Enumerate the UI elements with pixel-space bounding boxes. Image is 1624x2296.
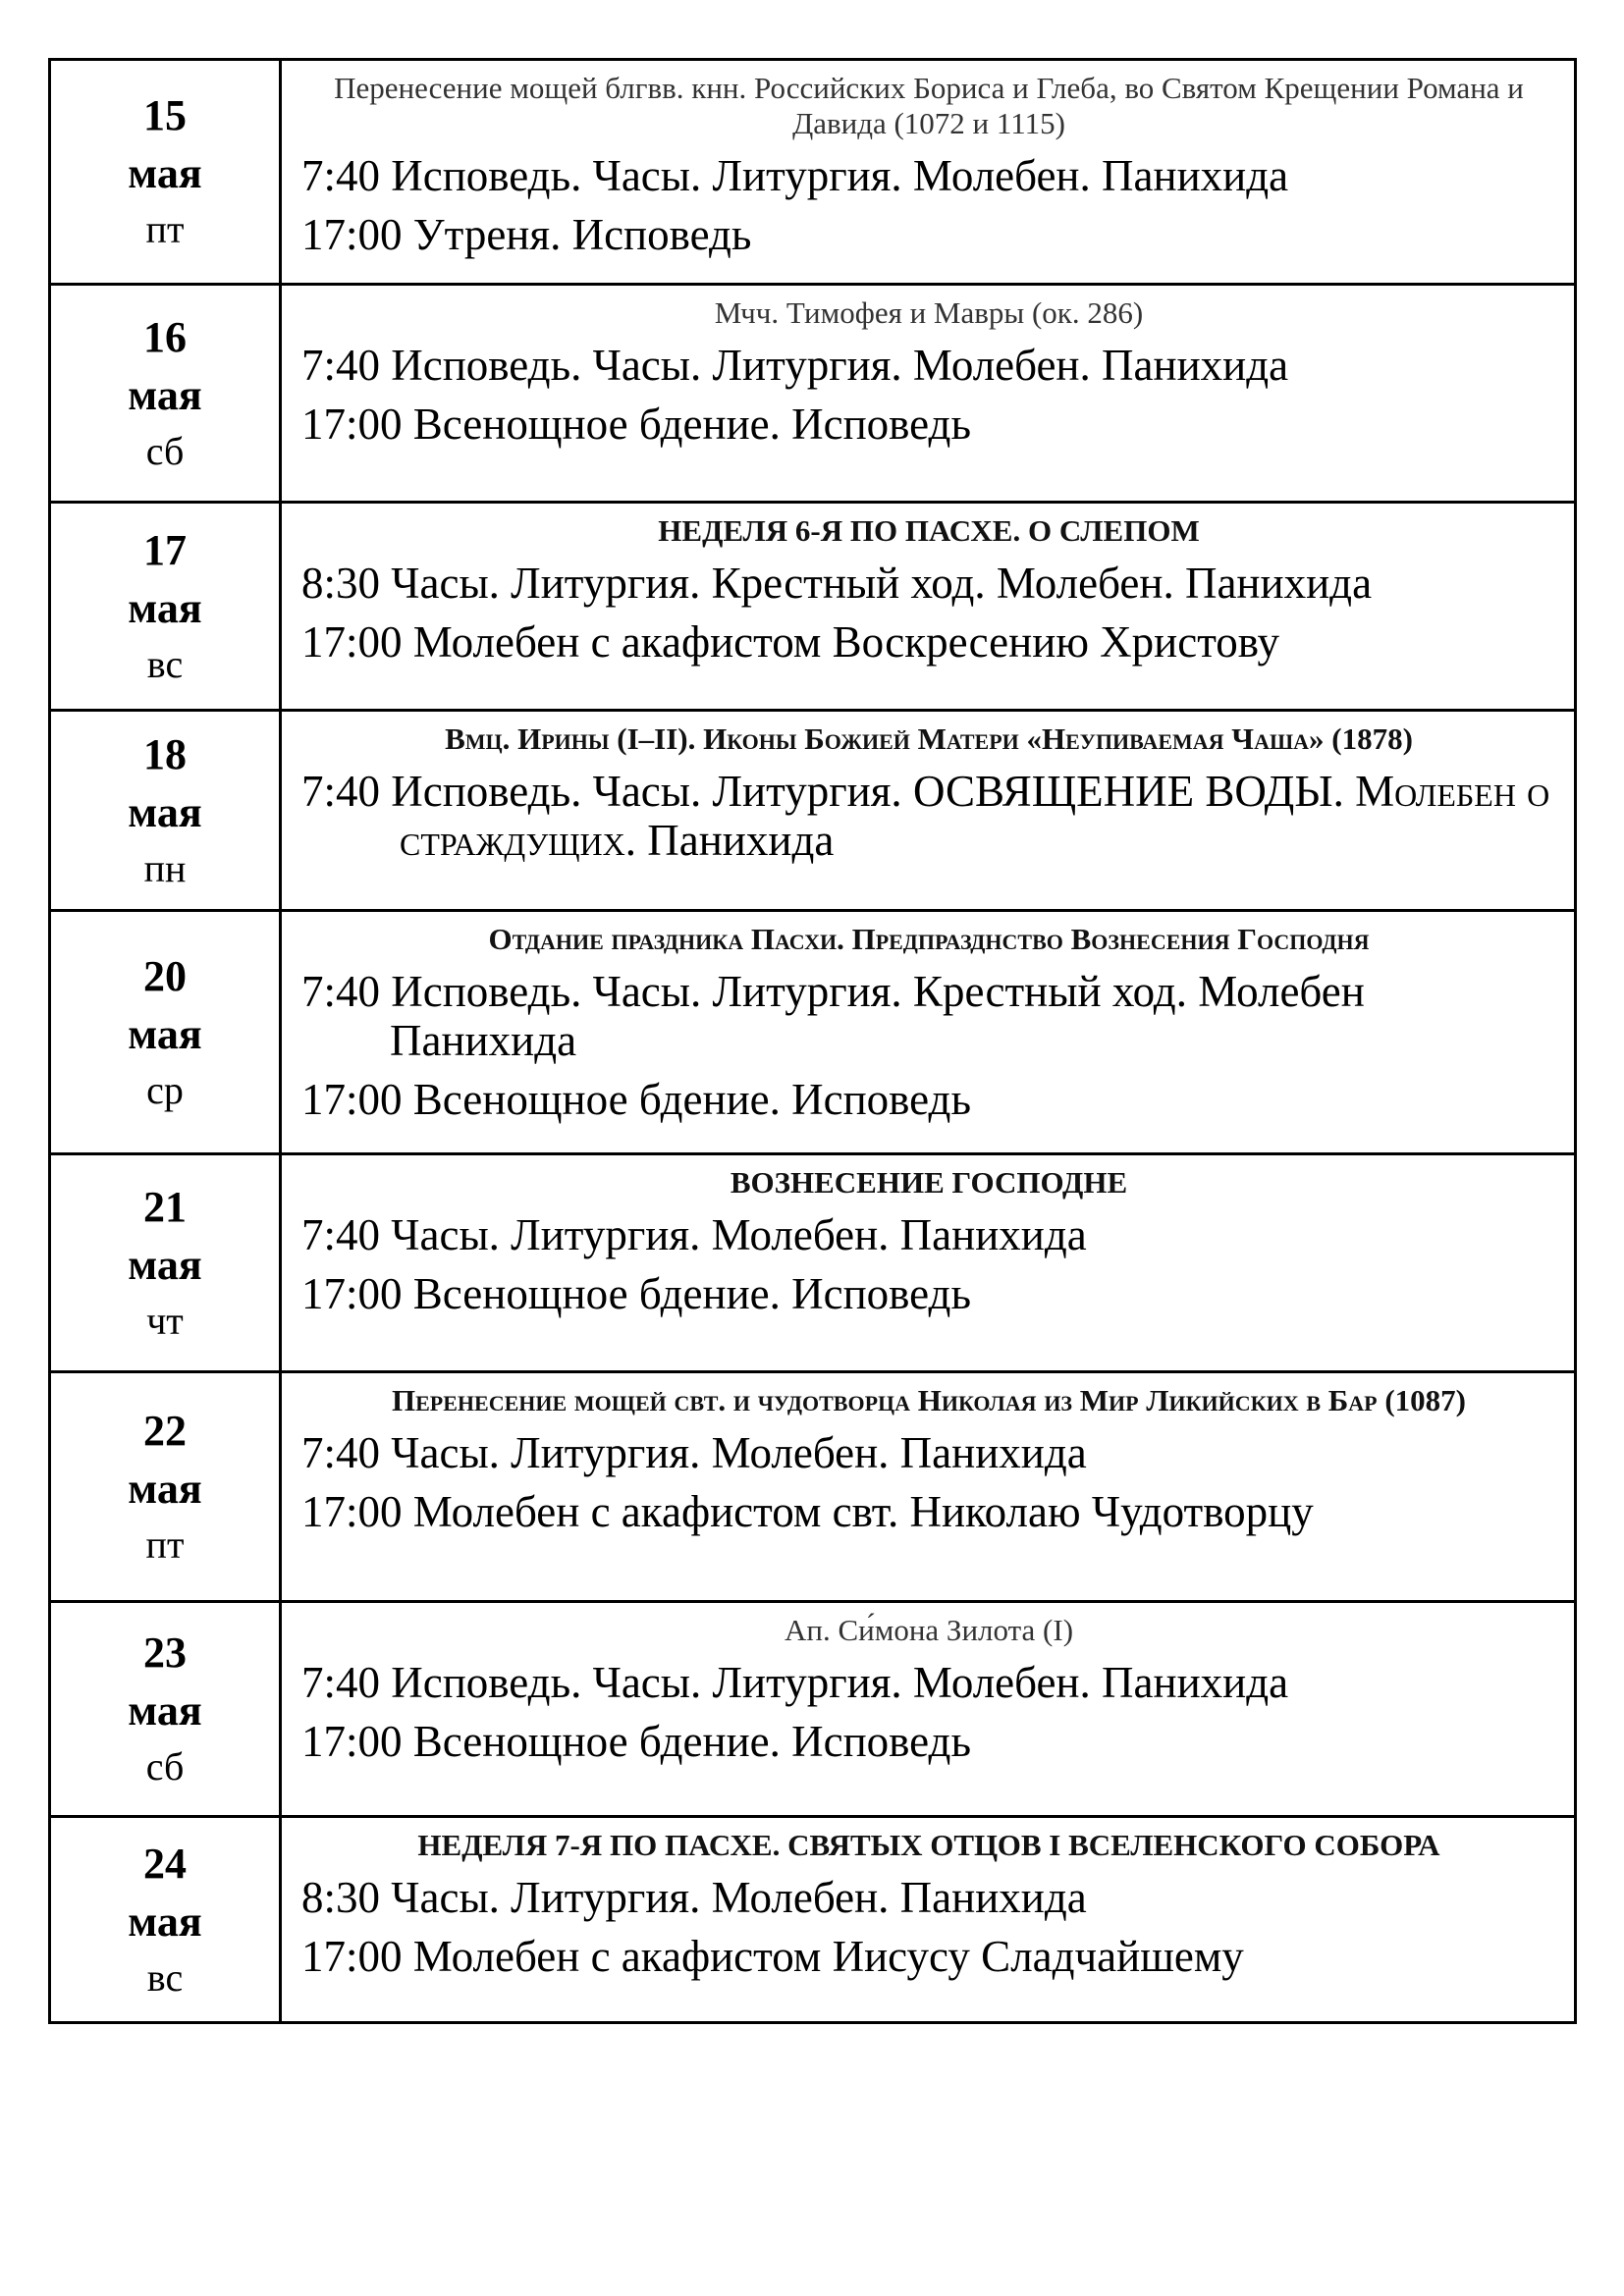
service-line: 17:00 Молебен с акафистом свт. Николаю Чудотворцу (301, 1487, 1314, 1536)
month-name: мая (128, 1009, 202, 1058)
schedule-row (50, 911, 1576, 1154)
service-text: 7:40 Исповедь. Часы. Литургия. (301, 767, 913, 816)
schedule-row (50, 1602, 1576, 1817)
feast-title: Перенесение мощей свт. и чудотворца Николая из Мир Ликийских в Бар (1087) (392, 1383, 1466, 1417)
feast-title: Отдание праздника Пасхи. Предпразднство Вознесения Господня (488, 922, 1370, 956)
weekday: пт (145, 1522, 185, 1567)
service-line: 7:40 Исповедь. Часы. Литургия. Молебен. Панихида (301, 151, 1289, 200)
schedule-row (50, 1817, 1576, 2023)
weekday: ср (146, 1067, 184, 1112)
weekday: сб (145, 428, 185, 473)
moleben-smallcaps: Молебен о страждущих (400, 767, 1550, 865)
services-cell (281, 1602, 1576, 1817)
day-number: 16 (143, 312, 187, 361)
schedule-row (50, 1154, 1576, 1372)
service-text: . Панихида (624, 816, 835, 865)
feast-title: Мчч. Тимофея и Мавры (ок. 286) (714, 295, 1144, 330)
month-name: мая (128, 787, 202, 836)
service-line: 17:00 Утреня. Исповедь (301, 210, 752, 259)
service-line: 17:00 Молебен с акафистом Иисусу Сладчайшему (301, 1932, 1244, 1981)
services-cell (281, 1154, 1576, 1372)
service-line: 7:40 Исповедь. Часы. Литургия. Крестный ход. Молебен Панихида (301, 967, 1365, 1065)
weekday: пт (145, 207, 185, 251)
services-cell (281, 1372, 1576, 1602)
day-number: 20 (143, 951, 187, 1000)
service-text: . (1332, 767, 1356, 816)
services-cell (281, 285, 1576, 503)
weekday: пн (143, 845, 187, 890)
schedule-row (50, 503, 1576, 711)
services-cell (281, 1817, 1576, 2023)
weekday: вс (146, 1954, 184, 2000)
date-cell (50, 503, 281, 711)
date-cell (50, 1817, 281, 2023)
month-name: мая (128, 1464, 202, 1513)
services-cell (281, 503, 1576, 711)
service-line: 7:40 Часы. Литургия. Молебен. Панихида (301, 1428, 1087, 1477)
day-number: 23 (143, 1629, 187, 1677)
month-name: мая (128, 1240, 202, 1289)
month-name: мая (128, 583, 202, 632)
month-name: мая (128, 1686, 202, 1735)
service-schedule-table (48, 58, 1577, 2024)
month-name: мая (128, 370, 202, 419)
feast-title: Перенесение мощей блгвв. кнн. Российских Бориса и Глеба, во Святом Крещении Романа и Давида (1072 и 1115) (334, 71, 1524, 140)
day-number: 17 (143, 525, 187, 574)
date-cell (50, 911, 281, 1154)
weekday: вс (146, 641, 184, 686)
services-cell (281, 711, 1576, 911)
services-cell (281, 60, 1576, 285)
day-number: 21 (143, 1182, 187, 1231)
day-number: 24 (143, 1839, 187, 1888)
service-line: 7:40 Исповедь. Часы. Литургия. Молебен. Панихида (301, 1658, 1289, 1707)
schedule-row (50, 285, 1576, 503)
service-line: 17:00 Всенощное бдение. Исповедь (301, 1717, 971, 1766)
feast-title: НЕДЕЛЯ 7-Я ПО ПАСХЕ. СВЯТЫХ ОТЦОВ I ВСЕЛЕНСКОГО СОБОРА (417, 1828, 1440, 1862)
service-line: 17:00 Молебен с акафистом Воскресению Христову (301, 617, 1280, 667)
service-line: 17:00 Всенощное бдение. Исповедь (301, 1269, 971, 1318)
day-number: 18 (143, 729, 187, 778)
service-line (301, 767, 1556, 865)
feast-title: ВОЗНЕСЕНИЕ ГОСПОДНЕ (730, 1165, 1128, 1200)
month-name: мая (128, 149, 202, 197)
date-cell (50, 711, 281, 911)
schedule-row (50, 60, 1576, 285)
date-cell (50, 285, 281, 503)
feast-title: НЕДЕЛЯ 6-Я ПО ПАСХЕ. О СЛЕПОМ (658, 513, 1200, 548)
date-cell (50, 60, 281, 285)
water-blessing-emphasis: ОСВЯЩЕНИЕ ВОДЫ (912, 767, 1333, 816)
date-cell (50, 1602, 281, 1817)
service-line: 8:30 Часы. Литургия. Крестный ход. Молебен. Панихида (301, 559, 1373, 608)
weekday: чт (146, 1298, 184, 1343)
day-number: 22 (143, 1406, 187, 1455)
service-line: 17:00 Всенощное бдение. Исповедь (301, 1075, 971, 1124)
service-line: 7:40 Часы. Литургия. Молебен. Панихида (301, 1210, 1087, 1259)
schedule-row (50, 1372, 1576, 1602)
services-cell (281, 911, 1576, 1154)
feast-title: Вмц. Ирины (I–II). Иконы Божией Матери «Неупиваемая Чаша» (1878) (445, 721, 1413, 756)
weekday: сб (145, 1744, 185, 1789)
date-cell (50, 1154, 281, 1372)
feast-title: Ап. Си́мона Зилота (I) (784, 1613, 1074, 1647)
service-line: 8:30 Часы. Литургия. Молебен. Панихида (301, 1873, 1087, 1922)
day-number: 15 (143, 91, 187, 139)
month-name: мая (128, 1896, 202, 1946)
schedule-row (50, 711, 1576, 911)
service-line: 17:00 Всенощное бдение. Исповедь (301, 400, 971, 449)
service-line: 7:40 Исповедь. Часы. Литургия. Молебен. Панихида (301, 341, 1289, 390)
date-cell (50, 1372, 281, 1602)
